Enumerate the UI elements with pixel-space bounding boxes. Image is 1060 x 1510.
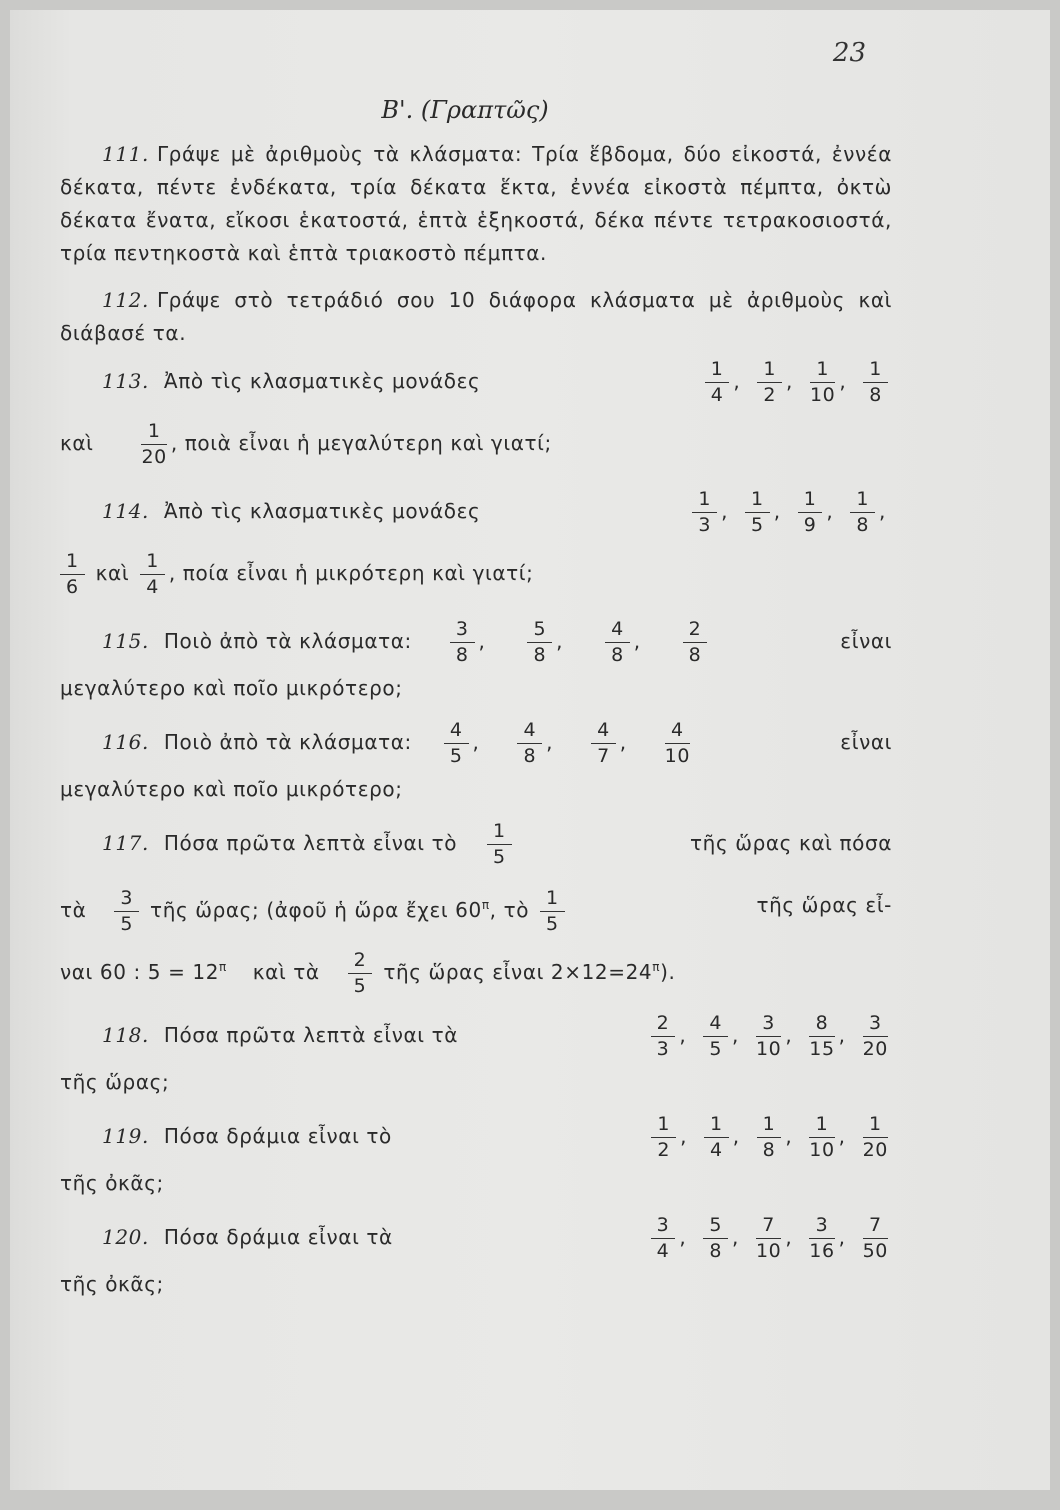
numerator: 1 xyxy=(705,360,730,383)
fraction xyxy=(540,889,565,934)
denominator: 10 xyxy=(755,1038,782,1060)
numerator: 4 xyxy=(591,721,616,744)
fraction xyxy=(704,1115,729,1160)
denominator: 20 xyxy=(862,1139,888,1161)
denominator: 50 xyxy=(862,1240,888,1262)
page-number: 23 xyxy=(832,38,866,68)
exercise-text: Γράψε στὸ τετράδιό σου 10 διάφορα κλάσματα μὲ ἀριθμοὺς καὶ διάβασέ τα. xyxy=(60,288,892,345)
numerator: 1 xyxy=(810,360,835,383)
exercise-text: καὶ τὰ xyxy=(252,960,320,984)
fraction xyxy=(798,490,823,535)
numerator: 4 xyxy=(517,721,542,744)
exercise-text: τῆς ὥρας εἶναι 2×12=24 xyxy=(383,960,653,984)
numerator: 4 xyxy=(444,721,469,744)
exercise-number: 118. xyxy=(102,1023,149,1047)
denominator: 4 xyxy=(146,576,159,598)
exercise-114-line-2 xyxy=(60,542,892,604)
denominator: 5 xyxy=(546,913,559,935)
minutes-superscript: π xyxy=(652,960,661,974)
exercise-number: 113. xyxy=(102,369,149,393)
denominator: 4 xyxy=(710,1139,723,1161)
denominator: 7 xyxy=(597,745,610,767)
exercise-text: Πόσα δράμια εἶναι τὰ xyxy=(163,1225,393,1249)
minutes-superscript: π xyxy=(481,898,490,912)
denominator: 8 xyxy=(688,644,702,666)
exercise-text: Ποιὸ ἀπὸ τὰ κλάσματα: xyxy=(163,730,412,754)
numerator: 1 xyxy=(60,552,85,575)
fraction-group: $\frac{2}{3}$ , $\frac{4}{5}$ , $\frac{3}{10}$ , $\frac{8}{15}$ , $\frac{3}{20}$ xyxy=(647,1004,892,1066)
numerator: 2 xyxy=(348,951,373,974)
denominator: 16 xyxy=(809,1240,835,1262)
fraction-group: $\frac{1}{4}$ , $\frac{1}{2}$ , $\frac{1}{10}$ , $\frac{1}{8}$ xyxy=(701,350,892,412)
numerator: 3 xyxy=(756,1014,781,1037)
fraction xyxy=(756,1216,781,1261)
denominator: 2 xyxy=(763,384,777,406)
numerator: 8 xyxy=(809,1014,834,1037)
exercise-text: Πόσα πρῶτα λεπτὰ εἶναι τὰ xyxy=(163,1023,459,1047)
fraction xyxy=(863,360,888,405)
denominator: 8 xyxy=(533,644,547,666)
exercise-text: Γράψε μὲ ἀριθμοὺς τὰ κλάσματα: Τρία ἕβδομα, δύο εἰκοστά, ἐννέα δέκατα, πέντε ἐνδέκατα, τρία δέκατα ἕκτα, ἐννέα εἰκοστὰ πέμπτα, ὀκτὼ δέκατα ἔνατα, εἴκοσι ἑκατοστά, ἑπτὰ ἑξηκοστά, δέκα πέντε τετρακοσιοστά, τρία πεντηκοστὰ καὶ ἑπτὰ τριακοστὸ πέμπτα. xyxy=(60,142,892,265)
numerator: 5 xyxy=(703,1216,728,1239)
exercise-117-line-3 xyxy=(60,936,892,998)
numerator: 5 xyxy=(527,620,552,643)
fraction xyxy=(527,620,552,665)
numerator: 3 xyxy=(450,620,475,643)
exercise-number: 119. xyxy=(102,1124,149,1148)
exercise-114-line-1 xyxy=(60,480,892,542)
exercise-118-line-1 xyxy=(60,1004,892,1066)
exercise-119-line-2: τῆς ὀκᾶς; xyxy=(60,1171,164,1195)
fraction xyxy=(863,1014,888,1059)
exercise-text: , ποιὰ εἶναι ἡ μεγαλύτερη καὶ γιατί; xyxy=(170,431,552,455)
numerator: 2 xyxy=(683,620,708,643)
fraction xyxy=(450,620,475,665)
numerator: 1 xyxy=(863,360,888,383)
exercise-text: Ἀπὸ τὶς κλασματικὲς μονάδες xyxy=(163,499,481,523)
numerator: 1 xyxy=(540,889,565,912)
denominator: 6 xyxy=(66,576,79,598)
denominator: 5 xyxy=(449,745,463,767)
denominator: 10 xyxy=(664,745,691,767)
exercise-list xyxy=(60,138,892,1301)
fraction xyxy=(809,1115,834,1160)
exercise-text: Πόσα δράμια εἶναι τὸ xyxy=(163,1124,392,1148)
denominator: 15 xyxy=(809,1038,835,1060)
fraction xyxy=(651,1216,676,1261)
exercise-text: Ποιὸ ἀπὸ τὰ κλάσματα: xyxy=(163,629,412,653)
fraction xyxy=(756,1014,781,1059)
denominator: 8 xyxy=(709,1240,723,1262)
exercise-115-line-1: 115. Ποιὸ ἀπὸ τὰ κλάσματα: $\frac{3}{8}$ , $\frac{5}{8}$ , $\frac{4}{8}$ , $\frac{2}{8}$ εἶναι xyxy=(60,610,892,672)
numerator: 1 xyxy=(141,422,166,445)
fraction xyxy=(651,1115,676,1160)
denominator: 2 xyxy=(657,1139,671,1161)
fraction xyxy=(692,490,717,535)
numerator: 3 xyxy=(809,1216,834,1239)
exercise-text: τῆς ὥρας καὶ πόσα xyxy=(690,831,892,855)
exercise-text: Ἀπὸ τὶς κλασματικὲς μονάδες xyxy=(163,369,481,393)
exercise-text: , τὸ xyxy=(489,898,530,922)
exercise-115-line-2: μεγαλύτερο καὶ ποῖο μικρότερο; xyxy=(60,676,403,700)
exercise-120-line-1 xyxy=(60,1206,892,1268)
denominator: 20 xyxy=(862,1038,888,1060)
numerator: 4 xyxy=(605,620,630,643)
exercise-number: 112. xyxy=(102,288,149,312)
fraction xyxy=(348,951,373,996)
exercise-text: ). xyxy=(660,960,676,984)
exercise-number: 120. xyxy=(102,1225,149,1249)
fraction-group: $\frac{1}{2}$ , $\frac{1}{4}$ , $\frac{1}{8}$ , $\frac{1}{10}$ , $\frac{1}{20}$ xyxy=(647,1105,892,1167)
exercise-text: , ποία εἶναι ἡ μικρότερη καὶ γιατί; xyxy=(168,561,534,585)
denominator: 5 xyxy=(120,913,134,935)
exercise-113-line-2 xyxy=(60,412,892,474)
exercise-number: 115. xyxy=(102,629,149,653)
fraction xyxy=(140,552,165,597)
exercise-text: Πόσα πρῶτα λεπτὰ εἶναι τὸ xyxy=(163,831,458,855)
section-heading: Β'. (Γραπτῶς) xyxy=(381,96,549,124)
exercise-text: ναι 60 : 5 = 12 xyxy=(60,960,220,984)
fraction xyxy=(703,1014,728,1059)
numerator: 1 xyxy=(745,490,770,513)
numerator: 1 xyxy=(651,1115,676,1138)
fraction xyxy=(809,1216,834,1261)
denominator: 5 xyxy=(709,1038,723,1060)
exercise-text: καὶ xyxy=(95,561,130,585)
fraction xyxy=(60,552,85,597)
fraction xyxy=(487,822,512,867)
numerator: 1 xyxy=(704,1115,729,1138)
numerator: 3 xyxy=(863,1014,888,1037)
fraction xyxy=(683,620,708,665)
denominator: 10 xyxy=(755,1240,782,1262)
fraction xyxy=(605,620,630,665)
fraction xyxy=(863,1216,888,1261)
denominator: 3 xyxy=(656,1038,670,1060)
exercise-118-line-2: τῆς ὥρας; xyxy=(60,1070,170,1094)
numerator: 1 xyxy=(487,822,512,845)
numerator: 1 xyxy=(757,1115,782,1138)
exercise-120-line-2: τῆς ὀκᾶς; xyxy=(60,1272,164,1296)
numerator: 7 xyxy=(863,1216,888,1239)
numerator: 4 xyxy=(703,1014,728,1037)
numerator: 3 xyxy=(651,1216,676,1239)
denominator: 8 xyxy=(523,745,537,767)
exercise-text: τῆς ὥρας εἶ- xyxy=(756,893,892,917)
exercise-number: 117. xyxy=(102,831,149,855)
numerator: 7 xyxy=(756,1216,781,1239)
exercise-number: 114. xyxy=(102,499,149,523)
denominator: 4 xyxy=(710,384,724,406)
denominator: 8 xyxy=(856,514,870,536)
fraction xyxy=(665,721,690,766)
fraction-group: $\frac{3}{4}$ , $\frac{5}{8}$ , $\frac{7}{10}$ , $\frac{3}{16}$ , $\frac{7}{50}$ xyxy=(647,1206,892,1268)
exercise-117-line-1 xyxy=(60,812,892,874)
denominator: 10 xyxy=(809,384,836,406)
book-page xyxy=(10,10,1050,1490)
numerator: 3 xyxy=(114,889,139,912)
denominator: 9 xyxy=(803,514,817,536)
fraction xyxy=(757,360,782,405)
exercise-116-line-1: 116. Ποιὸ ἀπὸ τὰ κλάσματα: $\frac{4}{5}$ , $\frac{4}{8}$ , $\frac{4}{7}$ , $\frac{4}{10}$ εἶναι xyxy=(60,711,892,773)
fraction xyxy=(114,889,139,934)
exercise-text: εἶναι xyxy=(840,730,892,754)
fraction xyxy=(517,721,542,766)
denominator: 20 xyxy=(141,446,167,468)
numerator: 1 xyxy=(692,490,717,513)
denominator: 10 xyxy=(809,1139,835,1161)
denominator: 4 xyxy=(656,1240,670,1262)
fraction-group: $\frac{1}{3}$ , $\frac{1}{5}$ , $\frac{1}{9}$ , $\frac{1}{8}$ , xyxy=(688,480,892,542)
denominator: 5 xyxy=(751,514,764,536)
denominator: 8 xyxy=(455,644,469,666)
exercise-117-line-2 xyxy=(60,874,892,936)
fraction xyxy=(651,1014,676,1059)
fraction xyxy=(810,360,835,405)
exercise-text: τῆς ὥρας; (ἀφοῦ ἡ ὥρα ἔχει 60 xyxy=(150,898,482,922)
numerator: 1 xyxy=(850,490,875,513)
numerator: 1 xyxy=(809,1115,834,1138)
fraction xyxy=(863,1115,888,1160)
fraction xyxy=(444,721,469,766)
denominator: 3 xyxy=(698,514,712,536)
numerator: 4 xyxy=(665,721,690,744)
numerator: 2 xyxy=(651,1014,676,1037)
denominator: 8 xyxy=(762,1139,776,1161)
exercise-text: καὶ xyxy=(60,431,94,455)
exercise-112 xyxy=(60,284,892,350)
fraction xyxy=(850,490,875,535)
exercise-113-line-1 xyxy=(60,350,892,412)
fraction xyxy=(703,1216,728,1261)
exercise-text: εἶναι xyxy=(840,629,892,653)
exercise-111 xyxy=(60,138,892,270)
numerator: 1 xyxy=(798,490,823,513)
exercise-119-line-1 xyxy=(60,1105,892,1167)
exercise-number: 116. xyxy=(102,730,149,754)
numerator: 1 xyxy=(140,552,165,575)
denominator: 5 xyxy=(493,846,506,868)
fraction xyxy=(141,422,166,467)
denominator: 5 xyxy=(353,975,367,997)
denominator: 8 xyxy=(611,644,624,666)
numerator: 1 xyxy=(757,360,782,383)
fraction xyxy=(705,360,730,405)
fraction xyxy=(809,1014,834,1059)
minutes-superscript: π xyxy=(219,960,227,974)
numerator: 1 xyxy=(863,1115,888,1138)
exercise-116-line-2: μεγαλύτερο καὶ ποῖο μικρότερο; xyxy=(60,777,403,801)
denominator: 8 xyxy=(869,384,882,406)
exercise-number: 111. xyxy=(102,142,149,166)
fraction xyxy=(757,1115,782,1160)
exercise-text: τὰ xyxy=(60,898,87,922)
fraction xyxy=(745,490,770,535)
fraction xyxy=(591,721,616,766)
